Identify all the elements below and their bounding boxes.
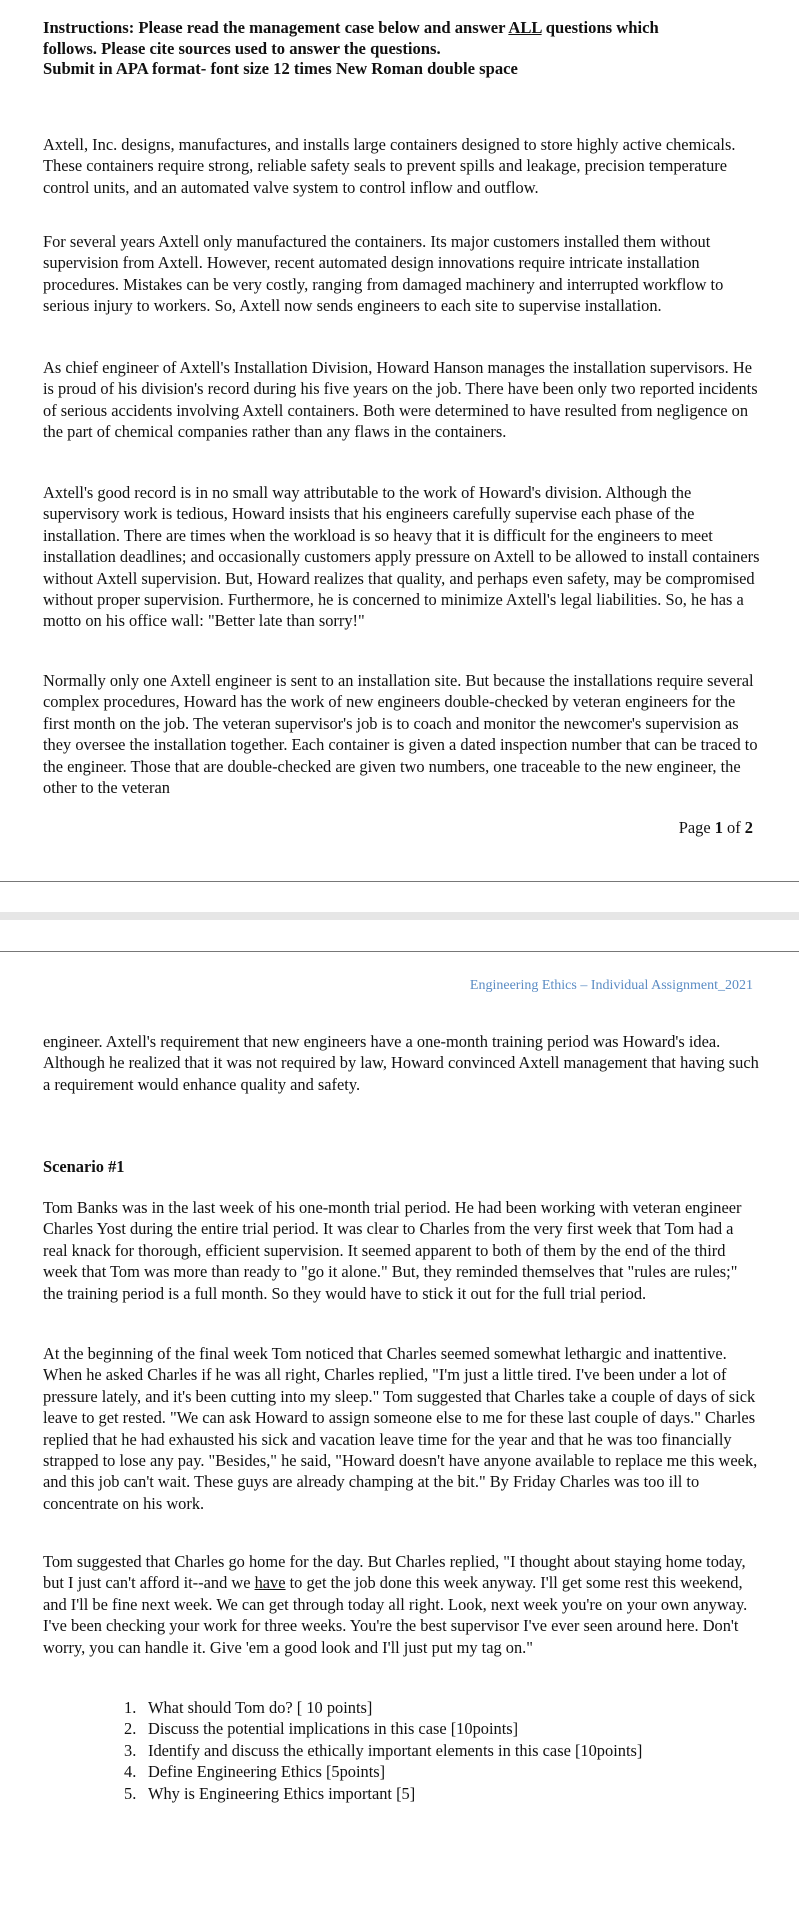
page-footer: Page 1 of 2 [678,818,753,837]
instructions-block [43,18,761,80]
question-item: 5. Why is Engineering Ethics important [5] [124,1783,416,1803]
case-paragraph-5: Normally only one Axtell engineer is sent to an installation site. But because the installations require several complex procedures, Howard has the work of new engineers double-checked by veteran engineers for the first month on the job. The veteran supervisor's job is to coach and monitor the newcomer's supervision as they oversee the installation together. Each container is given a dated inspection number that can be traced to the engineer. Those that are double-checked are given two numbers, one traceable to the new engineer, the other to the veteran [43,671,758,798]
underlined-all: ALL [508,18,542,37]
case-paragraph-1: Axtell, Inc. designs, manufactures, and installs large containers designed to store highly active chemicals. These containers require strong, reliable safety seals to prevent spills and leakage, precision temperature control units, and an automated valve system to control inflow and outflow. [43,135,736,197]
page-header: Engineering Ethics – Individual Assignment_2021 [469,978,753,993]
case-paragraph-3: As chief engineer of Axtell's Installation Division, Howard Hanson manages the installation supervisors. He is proud of his division's record during his five years on the job. There have been only two reported incidents of serious accidents involving Axtell containers. Both were determined to have resulted from negligence on the part of chemical companies rather than any flaws in the containers. [43,358,758,442]
case-continuation: engineer. Axtell's requirement that new engineers have a one-month training period was Howard's idea. Although he realized that it was not required by law, Howard convinced Axtell management that having such a requirement would enhance quality and safety. [43,1032,759,1094]
scenario-paragraph-3: Tom suggested that Charles go home for the day. But Charles replied, "I thought about staying home today, but I just can't afford it--and we have to get the job done this week anyway. I'll get some rest this weekend, and I'll be fine next week. We can get through today all right. Look, next week you're on your own anyway. I've been checking your work for three weeks. You're the best supervisor I've ever seen around here. Don't worry, you can handle it. Give 'em a good look and I'll just put my tag on." [43,1552,748,1657]
questions-list [124,1697,764,1804]
scenario-paragraph-2: At the beginning of the final week Tom noticed that Charles seemed somewhat lethargic and inattentive. When he asked Charles if he was all right, Charles replied, "I'm just a little tired. I've been under a lot of pressure lately, and it's been cutting into my sleep." Tom suggested that Charles take a couple of days of sick leave to get rested. "We can ask Howard to assign someone else to me for these last couple of days." Charles replied that he had exhausted his sick and vacation leave time for the year and that he was too financially strapped to lose any pay. "Besides," he said, "Howard doesn't have anyone available to replace me this week, and this job can't wait. These guys are already champing at the bit." By Friday Charles was too ill to concentrate on his work. [43,1344,758,1513]
scenario-title: Scenario #1 [43,1157,125,1176]
question-item: 4. Define Engineering Ethics [5points] [124,1762,386,1782]
question-item: 3. Identify and discuss the ethically important elements in this case [10points] [124,1740,643,1760]
document-page-1 [0,0,799,880]
case-paragraph-4: Axtell's good record is in no small way attributable to the work of Howard's division. Although the supervisory work is tedious, Howard insists that his engineers carefully supervise each phase of the installation. There are times when the workload is so heavy that it is difficult for the engineers to meet installation deadlines; and occasionally customers apply pressure on Axtell to be allowed to install containers without Axtell supervision. But, Howard realizes that quality, and perhaps even safety, may be compromised without proper supervision. Furthermore, he is concerned to minimize Axtell's legal liabilities. So, he has a motto on his office wall: "Better late than sorry!" [43,483,760,631]
page-gap [0,912,799,920]
case-paragraph-2: For several years Axtell only manufactured the containers. Its major customers installed them without supervision from Axtell. However, recent automated design innovations require intricate installation procedures. Mistakes can be very costly, ranging from damaged machinery and interrupted workflow to serious injury to workers. So, Axtell now sends engineers to each site to supervise installation. [43,232,724,316]
instructions-line-1: Instructions: Please read the management case below and answer ALL questions which [43,18,659,37]
instructions-line-3: Submit in APA format- font size 12 times New Roman double space [43,59,518,78]
instructions-line-2: follows. Please cite sources used to answer the questions. [43,38,441,58]
page-number: 1 [714,818,723,837]
question-item: 1. What should Tom do? [ 10 points] [124,1698,373,1717]
question-item: 2. Discuss the potential implications in this case [10points] [124,1719,519,1739]
scenario-paragraph-1: Tom Banks was in the last week of his one-month trial period. He had been working with veteran engineer Charles Yost during the entire trial period. It was clear to Charles from the very first week that Tom had a real knack for thorough, efficient supervision. It seemed apparent to both of them by the end of the third week that Tom was more than ready to "go it alone." But, they reminded themselves that "rules are rules;" the training period is a full month. So they would have to stick it out for the full trial period. [43,1198,742,1303]
page-2-top-rule [0,951,799,952]
page-total: 2 [744,818,753,837]
underlined-have: have [254,1573,286,1593]
page-1-bottom-rule [0,881,799,882]
